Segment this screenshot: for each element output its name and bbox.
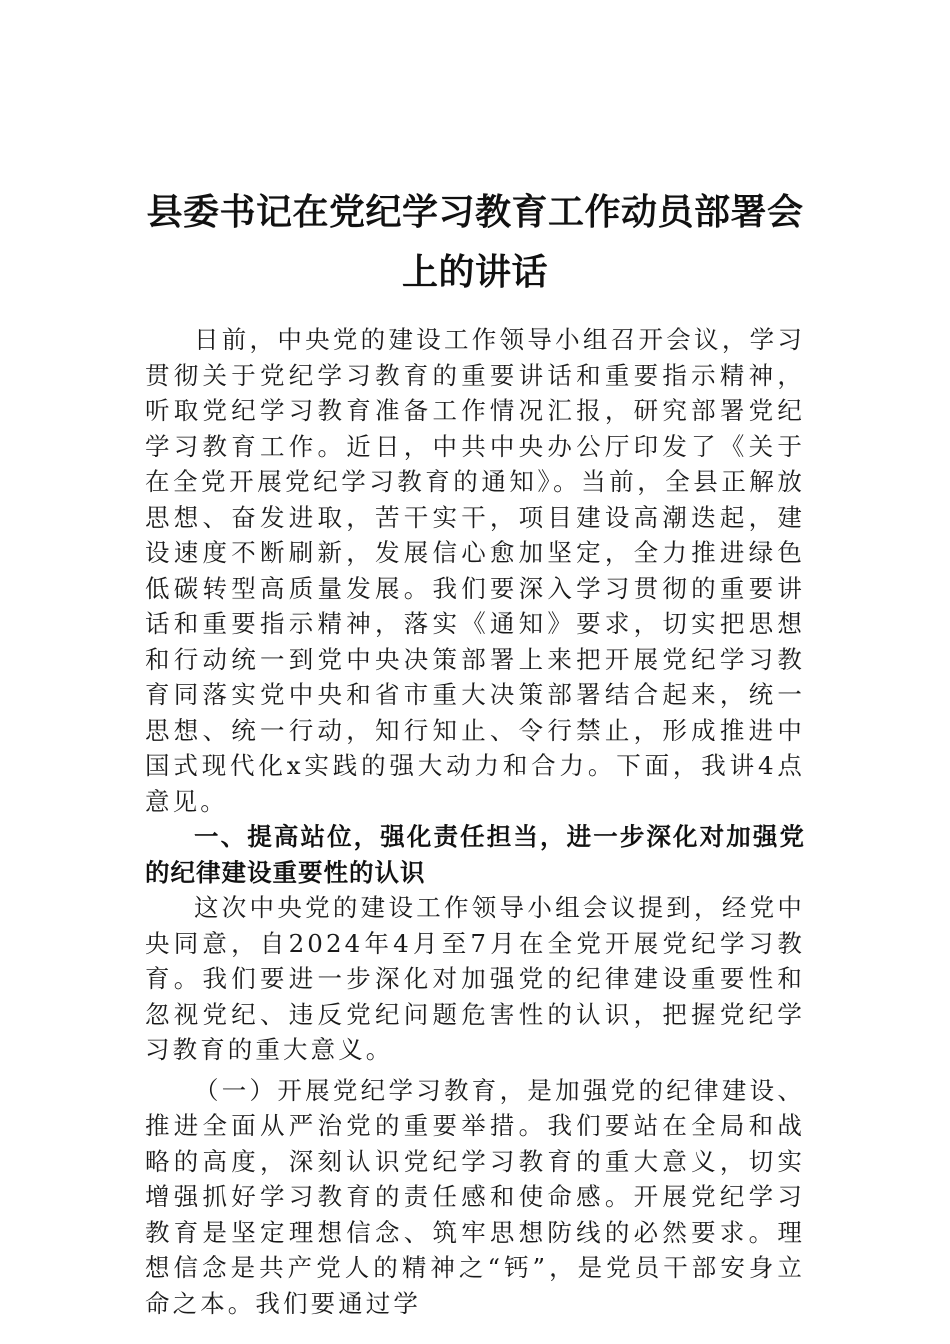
- subsection-1-paragraph: [145, 1073, 805, 1322]
- document-body: [145, 322, 805, 1321]
- subsection-1-lead: （一）开展党纪学习教育，是加强党的纪律建设、推进全面从严治党的重要举措。: [145, 1075, 805, 1140]
- section-1-paragraph: 这次中央党的建设工作领导小组会议提到，经党中央同意，自2024年4月至7月在全党开展党纪学习教育。我们要进一步深化对加强党的纪律建设重要性和忽视党纪、违反党纪问题危害性的认识，把握党纪学习教育的重大意义。: [145, 893, 805, 1064]
- intro-paragraph: 日前，中央党的建设工作领导小组召开会议，学习贯彻关于党纪学习教育的重要讲话和重要指示精神，听取党纪学习教育准备工作情况汇报，研究部署党纪学习教育工作。近日，中共中央办公厅印发了《关于在全党开展党纪学习教育的通知》。当前，全县正解放思想、奋发进取，苦干实干，项目建设高潮迭起，建设速度不断刷新，发展信心愈加坚定，全力推进绿色低碳转型高质量发展。我们要深入学习贯彻的重要讲话和重要指示精神，落实《通知》要求，切实把思想和行动统一到党中央决策部署上来把开展党纪学习教育同落实党中央和省市重大决策部署结合起来，统一思想、统一行动，知行知止、令行禁止，形成推进中国式现代化x实践的强大动力和合力。下面，我讲4点意见。: [145, 325, 805, 816]
- page-title: 县委书记在党纪学习教育工作动员部署会上的讲话: [146, 191, 804, 294]
- section-heading-1: 一、提高站位，强化责任担当，进一步深化对加强党的纪律建设重要性的认识: [145, 822, 805, 887]
- subsection-1-text: 我们要站在全局和战略的高度，深刻认识党纪学习教育的重大意义，切实增强抓好学习教育的责任感和使命感。开展党纪学习教育是坚定理想信念、筑牢思想防线的必然要求。理想信念是共产党人的精神之“钙”，是党员干部安身立命之本。我们要通过学: [145, 1111, 805, 1318]
